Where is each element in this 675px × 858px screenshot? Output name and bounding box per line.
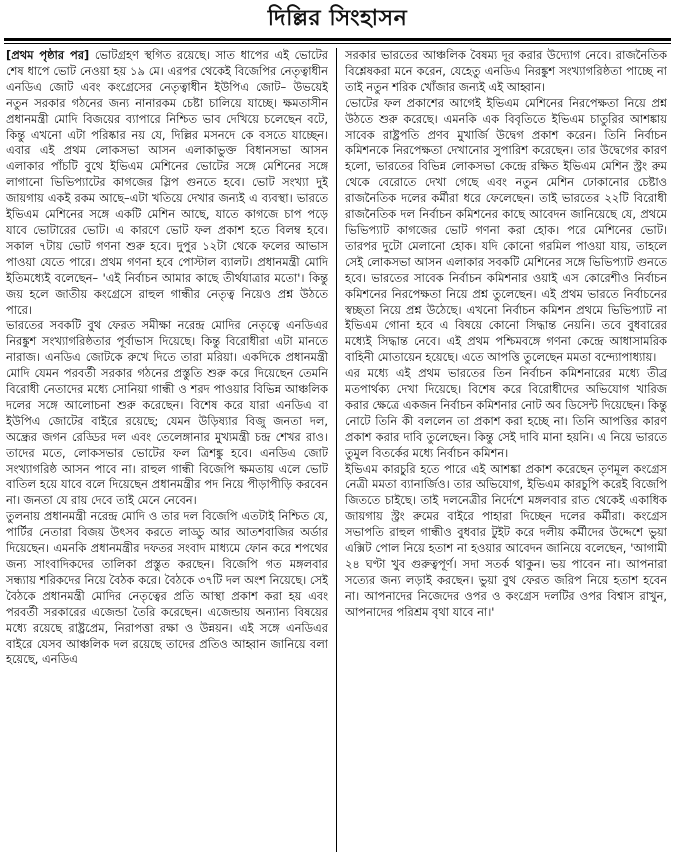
headline-bar — [0, 0, 675, 38]
right-paragraph-3: এর মধ্যে এই প্রথম ভারতের তিন নির্বাচন কমিশনারের মধ্যে তীব্র মতপার্থক্য দেখা দিয়েছে। বিশেষ করে বিরোধীদের অভিযোগ খারিজ করার ক্ষেত্রে একজন নির্বাচন কমিশনার নোট অব ডিসেন্ট দিয়েছেন। কিন্তু নোটে তিনি কী বললেন তা প্রকাশ করা হচ্ছে না। তিনি আপত্তির কারণ প্রকাশ করার দাবি তুলেছেন। কিন্তু সেই দাবি মানা হয়নি। এ নিয়ে ভারতে তুমুল বিতর্কের মধ্যে নির্বাচন কমিশন। — [345, 366, 667, 460]
continuation-marker: [প্রথম পৃষ্ঠার পর] — [6, 48, 90, 62]
right-paragraph-4: ইভিএম কারচুরি হতে পারে এই আশঙ্কা প্রকাশ করেছেন তৃণমূল কংগ্রেস নেত্রী মমতা ব্যানার্জিও। তার অভিযোগ, ইভিএম কারচুপি করেই বিজেপি জিততে চাইছে। তাই দলনেত্রীর নির্দেশে মঙ্গলবার রাত থেকেই একাধিক জায়গায় স্ট্রং রুমের বাইরে পাহারা দিচ্ছেন দলের কর্মীরা। কংগ্রেস সভাপতি রাহুল গান্ধীও বুধবার টুইট করে দলীয় কর্মীদের উদ্দেশে ভুয়া এক্সিট পোল নিয়ে হতাশ না হওয়ার আবেদন জানিয়ে বলেছেন, 'আগামী ২৪ ঘণ্টা খুব গুরুত্বপূর্ণ। সদা সতর্ক থাকুন। ভয় পাবেন না। আপনারা সত্যের জন্য লড়াই করছেন। ভুয়া বুথ ফেরত জরিপ নিয়ে হতাশ হবেন না। আপনাদের নিজেদের ওপর ও কংগ্রেস দলটির ওপর বিশ্বাস রাখুন, আপনাদের পরিশ্রম বৃথা যাবে না।' — [345, 461, 667, 619]
left-paragraph-2: ভারতের সবকটি বুথ ফেরত সমীক্ষা নরেন্দ্র মোদির নেতৃত্বে এনডিএর নিরঙ্কুশ সংখ্যাগরিষ্ঠতার পূর্বাভাস দিয়েছে। কিন্তু বিরোধীরা এটা মানতে নারাজ। এনডিএ জোটকে রুখে দিতে তারা মরিয়া। একদিকে প্রধানমন্ত্রী মোদি যেমন পরবর্তী সরকার গঠনের প্রস্তুতি শুরু করে দিয়েছেন তেমনি বিরোধী নেতাদের মধ্যে সোনিয়া গান্ধী ও শরদ পাওয়ার বিভিন্ন আঞ্চলিক দলের সঙ্গে আলোচনা শুরু করেছেন। বিশেষ করে যারা এনডিএ বা ইউপিএ জোটের বাইরে রয়েছে; যেমন উড়িষ্যার বিজু জনতা দল, অন্ধ্রের জগন রেড্ডির দল এবং তেলেঙ্গানার মুখ্যমন্ত্রী চন্দ্র শেখর রাও। তাদের মতে, লোকসভার ভোটের ফল ত্রিশঙ্কু হবে। এনডিএ জোট সংখ্যাগরিষ্ঠ আসন পাবে না। রাহুল গান্ধী বিজেপি ক্ষমতায় এলে ভোট বাতিল হয়ে যাবে বলে দিয়েছেন প্রধানমন্ত্রীর পদ নিয়ে পীড়াপীড়ি করবেন না। জনতা যে রায় দেবে তাই মেনে নেবেন। — [6, 318, 328, 508]
left-paragraph-3: তুলনায় প্রধানমন্ত্রী নরেন্দ্র মোদি ও তার দল বিজেপি এতটাই নিশ্চিত যে, পার্টির নেতারা বিজয় উৎসব করতে লাড্ডু আর আতশবাজির অর্ডার দিয়েছেন। এমনকি প্রধানমন্ত্রীর দফতর সংবাদ মাধ্যমে ফোন করে শপথের জন্য সাংবাদিকদের তালিকা প্রস্তুত করছেন। বিজেপি গত মঙ্গলবার সন্ধ্যায় শরিকদের নিয়ে বৈঠক করে। বৈঠকে ৩৭টি দল অংশ নিয়েছে। সেই বৈঠকে প্রধানমন্ত্রী মোদির নেতৃত্বের প্রতি আস্থা প্রকাশ করা হয় এবং পরবর্তী সরকারের এজেন্ডা তৈরি করেছেন। এজেন্ডায় অন্যান্য বিষয়ের মধ্যে রয়েছে রাষ্ট্রপ্রেম, নিরাপত্তা রক্ষা ও উন্নয়ন। এই সঙ্গে এনডিএর বাইরে যেসব আঞ্চলিক দল রয়েছে তাদের প্রতিও আহ্বান জানিয়ে বলা হয়েছে, এনডিএ — [6, 509, 328, 667]
page-title: দিল্লির সিংহাসন — [267, 5, 408, 31]
column-divider — [336, 48, 337, 852]
left-column — [6, 48, 328, 852]
paragraph-text: ভোটগ্রহণ স্থগিত রয়েছে। সাত ধাপের এই ভোটের শেষ ধাপে ভোট নেওয়া হয় ১৯ মে। এরপর থেকেই বিজেপির নেতৃত্বাধীন এনডিএ জোট এবং কংগ্রেসের নেতৃত্বাধীন ইউপিএ জোট– উভয়েই নতুন সরকার গঠনের জন্য নানারকম চেষ্টা চালিয়ে যাচ্ছে। ক্ষমতাসীন প্রধানমন্ত্রী মোদি বিজয়ের ব্যাপারে নিশ্চিত ভাব দেখিয়ে চলেছেন বটে, কিন্তু এখনো এটা পরিষ্কার নয় যে, দিল্লির মসনদে কে বসতে যাচ্ছেন। এবার এই প্রথম লোকসভা আসন এলাকাভুক্ত বিধানসভা আসন এলাকার পাঁচটি বুথে ইভিএম মেশিনের ভোটের সঙ্গে মেশিনের সঙ্গে লাগানো ভিভিপ্যাটের কাগজের স্লিপ গুনতে হবে। ভোট সংখ্যা দুই জায়গায় একই রকম আছে–এটা খতিয়ে দেখার জন্যই এ ব্যবস্থা। ভারতে ইভিএম মেশিনের সঙ্গে একটি মেশিন আছে, যাতে কাগজে চাপ পড়ে যাবে ভোটারের ভোট। এ কারণে ভোট ফল প্রকাশ হতে বিলম্ব হবে। সকাল ৭টায় ভোট গণনা শুরু হবে। দুপুর ১২টা থেকে ফলের আভাস পাওয়া যেতে পারে। প্রথম গণনা হবে পোস্টাল ব্যালট। প্রধানমন্ত্রী মোদি ইতিমধ্যেই বলেছেন– 'এই নির্বাচন আমার কাছে তীর্থযাত্রার মতো'। কিন্তু জয় হলে জাতীয় কংগ্রেসে রাহুল গান্ধীর নেতৃত্ব নিয়েও প্রশ্ন উঠতে পারে। — [6, 48, 328, 317]
title-rule-thin — [4, 43, 671, 44]
left-paragraph-1 — [6, 48, 328, 318]
right-paragraph-1: সরকার ভারতের আঞ্চলিক বৈষম্য দূর করার উদ্যোগ নেবে। রাজনৈতিক বিশ্লেষকরা মনে করেন, যেহেতু এনডিএ নিরঙ্কুশ সংখ্যাগরিষ্ঠতা পাচ্ছে না তাই নতুন শরিক খোঁজার জন্যই এই আহ্বান। — [345, 48, 667, 94]
title-rule-thick — [4, 38, 671, 41]
right-column — [345, 48, 667, 852]
right-paragraph-2: ভোটের ফল প্রকাশের আগেই ইভিএম মেশিনের নিরপেক্ষতা নিয়ে প্রশ্ন উঠতে শুরু করেছে। এমনকি এক বিবৃতিতে ইভিএম চাতুরির আশঙ্কায় সাবেক রাষ্ট্রপতি প্রণব মুখার্জি উদ্বেগ প্রকাশ করেন। তিনি নির্বাচন কমিশনকে নিরপেক্ষতা দেখানোর সুপারিশ করেছেন। তার উদ্বেগের কারণ হলো, ভারতের বিভিন্ন লোকসভা কেন্দ্রে রক্ষিত ইভিএম মেশিন স্ট্রং রুম থেকে বেরোতে দেখা গেছে এবং নতুন মেশিন ঢোকানোর চেষ্টাও রাজনৈতিক দলের কর্মীরা ধরে ফেলেছেন। তাই ভারতের ২২টি বিরোধী রাজনৈতিক দল নির্বাচন কমিশনের কাছে আবেদন জানিয়েছে যে, প্রথমে ভিভিপ্যাট কাগজের ভোট গণনা করা হোক। পরে মেশিনের ভোট। তারপর দুটো মেলানো হোক। যদি কোনো গরমিল পাওয়া যায়, তাহলে সেই লোকসভা আসন এলাকার সবকটি মেশিনের সঙ্গে ভিভিপ্যাট গুনতে হবে। ভারতের সাবেক নির্বাচন কমিশনার ওয়াই এস কোরেশীও নির্বাচন কমিশনের নিরপেক্ষতা নিয়ে প্রশ্ন তুলেছেন। এই প্রথম ভারতে নির্বাচনের স্বচ্ছতা নিয়ে প্রশ্ন উঠেছে। এখনো নির্বাচন কমিশন প্রথমে ভিভিপ্যাট না ইভিএম গোনা হবে এ বিষয়ে কোনো সিদ্ধান্ত নেয়নি। তবে বুধবারের মধ্যেই সিদ্ধান্ত নেবে। এই প্রথম পশ্চিমবঙ্গে গণনা কেন্দ্রে আধাসামরিক বাহিনী মোতায়েন হয়েছে। এতে আপত্তি তুলেছেন মমতা বন্দ্যোপাধ্যায়। — [345, 95, 667, 365]
